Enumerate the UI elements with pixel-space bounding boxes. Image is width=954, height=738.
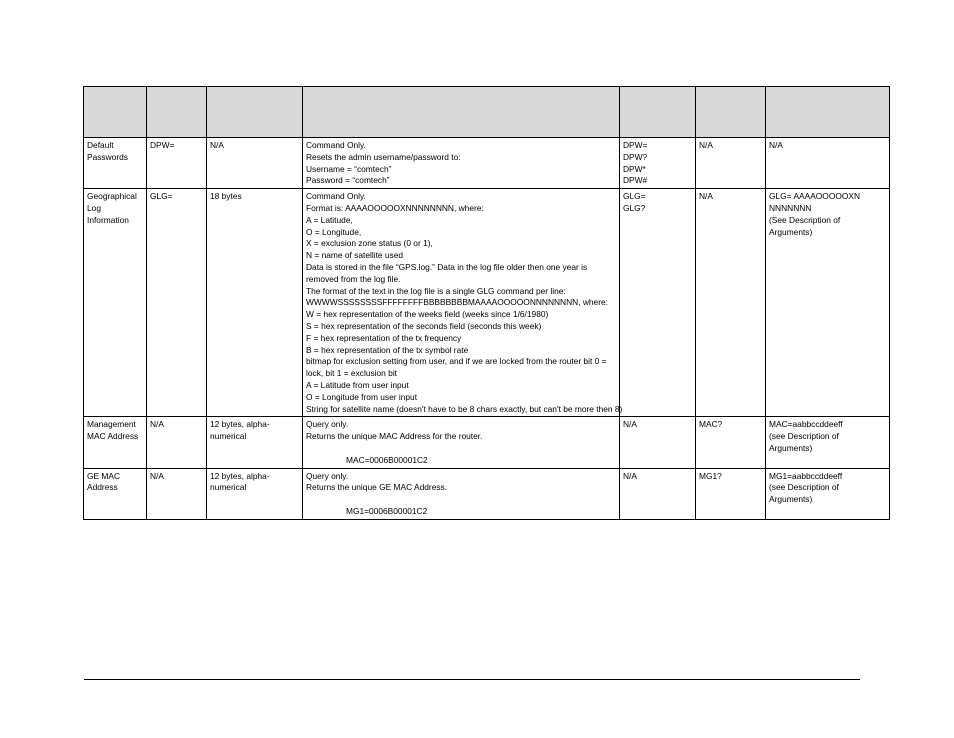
blank-line <box>306 494 616 506</box>
query-response-cell: N/A <box>766 138 890 189</box>
arguments-cell: 12 bytes, alpha- numerical <box>207 468 303 519</box>
example-response: MG1=0006B00001C2 <box>346 505 428 516</box>
response-cell: N/A <box>620 417 696 468</box>
header-cell <box>303 87 620 138</box>
command-code-cell: GLG= <box>147 189 207 417</box>
table-row <box>84 417 890 468</box>
command-code-cell: DPW= <box>147 138 207 189</box>
header-cell <box>766 87 890 138</box>
query-response-cell: MG1=aabbccddeeff (see Description of Arguments) <box>766 468 890 519</box>
query-cell: N/A <box>696 189 766 417</box>
table-row <box>84 138 890 189</box>
table-row <box>84 189 890 417</box>
description-cell: Command Only. Resets the admin username/password to: Username = “comtech” Password = “comtech” <box>303 138 620 189</box>
description-cell: Query only. Returns the unique GE MAC Address. MG1=0006B00001C2 <box>303 468 620 519</box>
footer-divider <box>84 679 860 680</box>
arguments-cell: 18 bytes <box>207 189 303 417</box>
parameter-name-cell: Geographical Log Information <box>84 189 147 417</box>
description-cell: Command Only. Format is: AAAAOOOOOXNNNNNNNN, where: A = Latitude, O = Longitude, X = exclusion zone status (0 or 1), N = name of satellite used Data is stored in the file “GPS.log.” Data in the log file older then one year is removed from the log file. The format of the text in the log file is a single GLG command per line: WWWWSSSSSSSSFFFFFFFFBBBBBBBBMAAAAOOOOONNNNNNNN, where: W = hex representation of the weeks field (weeks since 1/6/1980) S = hex representation of the seconds field (seconds this week) F = hex representation of the tx frequency B = hex representation of the tx symbol rate bitmap for exclusion setting from user, and if we are locked from the router bit 0 = lock, bit 1 = exclusion bit A = Latitude from user input O = Longitude from user input String for satellite name (doesn't have to be 8 chars exactly, but can't be more then 8) <box>303 189 620 417</box>
table-row <box>84 468 890 519</box>
parameter-name-cell: Management MAC Address <box>84 417 147 468</box>
header-cell <box>696 87 766 138</box>
query-cell: MG1? <box>696 468 766 519</box>
command-code-cell: N/A <box>147 417 207 468</box>
response-cell: GLG= GLG? <box>620 189 696 417</box>
header-cell <box>84 87 147 138</box>
arguments-cell: 12 bytes, alpha- numerical <box>207 417 303 468</box>
parameter-name-cell: Default Passwords <box>84 138 147 189</box>
blank-line <box>306 443 616 455</box>
query-response-cell: MAC=aabbccddeeff (see Description of Arguments) <box>766 417 890 468</box>
command-code-cell: N/A <box>147 468 207 519</box>
table-header-row <box>84 87 890 138</box>
header-cell <box>147 87 207 138</box>
response-cell: DPW= DPW? DPW* DPW# <box>620 138 696 189</box>
query-cell: N/A <box>696 138 766 189</box>
description-cell: Query only. Returns the unique MAC Address for the router. MAC=0006B00001C2 <box>303 417 620 468</box>
query-cell: MAC? <box>696 417 766 468</box>
command-table <box>83 86 890 520</box>
parameter-name-cell: GE MAC Address <box>84 468 147 519</box>
header-cell <box>620 87 696 138</box>
response-cell: N/A <box>620 468 696 519</box>
header-cell <box>207 87 303 138</box>
example-response: MAC=0006B00001C2 <box>346 454 428 465</box>
arguments-cell: N/A <box>207 138 303 189</box>
query-response-cell: GLG= AAAAOOOOOXN NNNNNNN (See Description of Arguments) <box>766 189 890 417</box>
